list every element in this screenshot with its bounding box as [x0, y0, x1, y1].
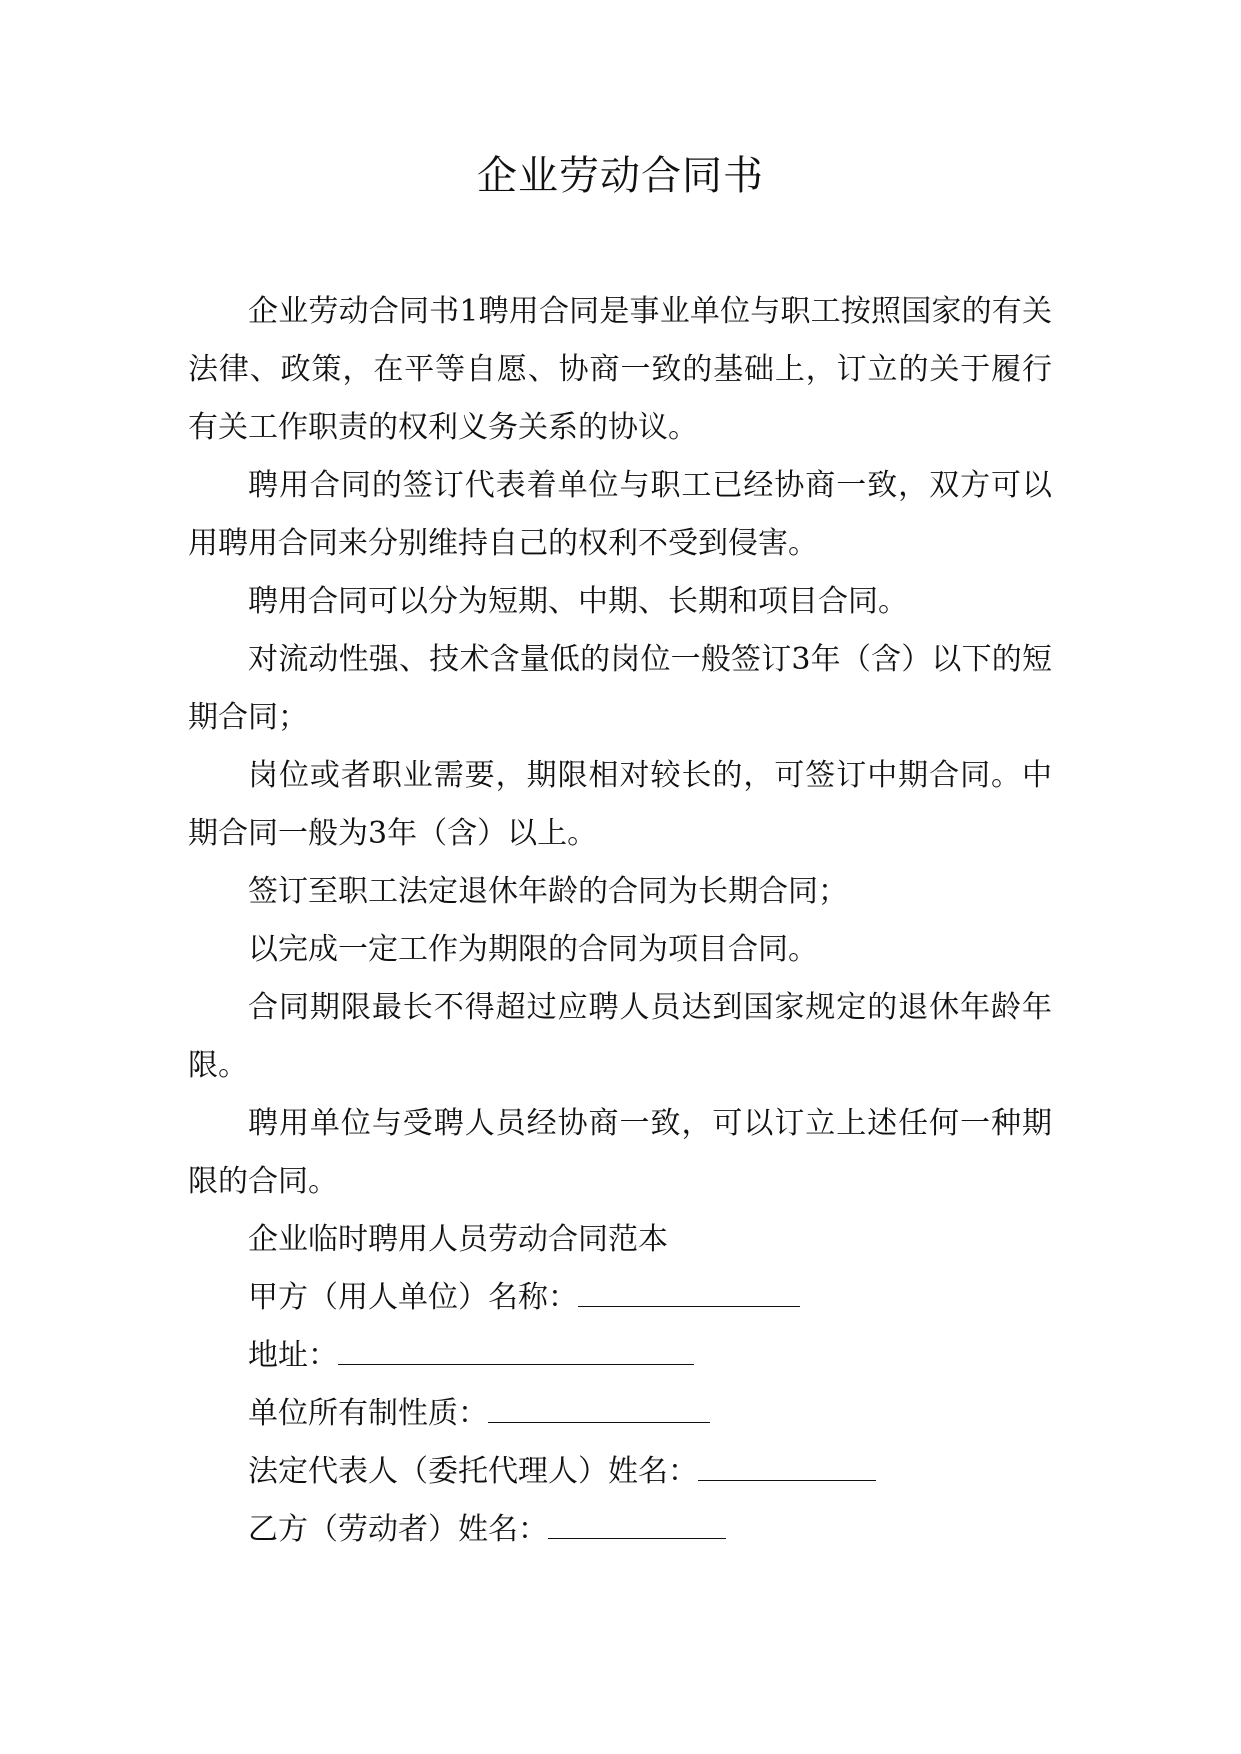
section-heading-template: 企业临时聘用人员劳动合同范本 — [248, 1222, 668, 1257]
paragraph-types: 聘用合同可以分为短期、中期、长期和项目合同。 — [248, 584, 908, 619]
field-ownership-type — [188, 1385, 1052, 1443]
field-party-a-name — [188, 1269, 1052, 1327]
field-label: 单位所有制性质： — [248, 1396, 488, 1431]
fill-in-blank[interactable] — [698, 1454, 876, 1481]
field-legal-representative — [188, 1443, 1052, 1501]
field-label: 法定代表人（委托代理人）姓名： — [248, 1454, 698, 1489]
paragraph-signing: 聘用合同的签订代表着单位与职工已经协商一致，双方可以用聘用合同来分别维持自己的权利不受到侵害。 — [188, 468, 1052, 561]
field-label: 甲方（用人单位）名称： — [248, 1280, 578, 1315]
fill-in-blank[interactable] — [488, 1396, 710, 1423]
field-party-b-name — [188, 1501, 1052, 1559]
paragraph-project: 以完成一定工作为期限的合同为项目合同。 — [248, 932, 818, 967]
paragraph-long-term: 签订至职工法定退休年龄的合同为长期合同； — [248, 874, 848, 909]
fill-in-blank[interactable] — [548, 1512, 726, 1539]
paragraph-short-term: 对流动性强、技术含量低的岗位一般签订3年（含）以下的短期合同； — [188, 642, 1052, 735]
paragraph-intro: 企业劳动合同书1聘用合同是事业单位与职工按照国家的有关法律、政策，在平等自愿、协商一致的基础上，订立的关于履行有关工作职责的权利义务关系的协议。 — [188, 294, 1052, 445]
fill-in-blank[interactable] — [338, 1338, 694, 1365]
paragraph-agreement: 聘用单位与受聘人员经协商一致，可以订立上述任何一种期限的合同。 — [188, 1106, 1052, 1199]
field-label: 地址： — [248, 1338, 338, 1373]
fill-in-blank[interactable] — [578, 1280, 800, 1307]
paragraph-max-term: 合同期限最长不得超过应聘人员达到国家规定的退休年龄年限。 — [188, 990, 1052, 1083]
document-body — [188, 283, 1052, 1559]
document-title: 企业劳动合同书 — [477, 153, 764, 199]
field-address — [188, 1327, 1052, 1385]
field-label: 乙方（劳动者）姓名： — [248, 1512, 548, 1547]
paragraph-mid-term: 岗位或者职业需要，期限相对较长的，可签订中期合同。中期合同一般为3年（含）以上。 — [188, 758, 1052, 851]
